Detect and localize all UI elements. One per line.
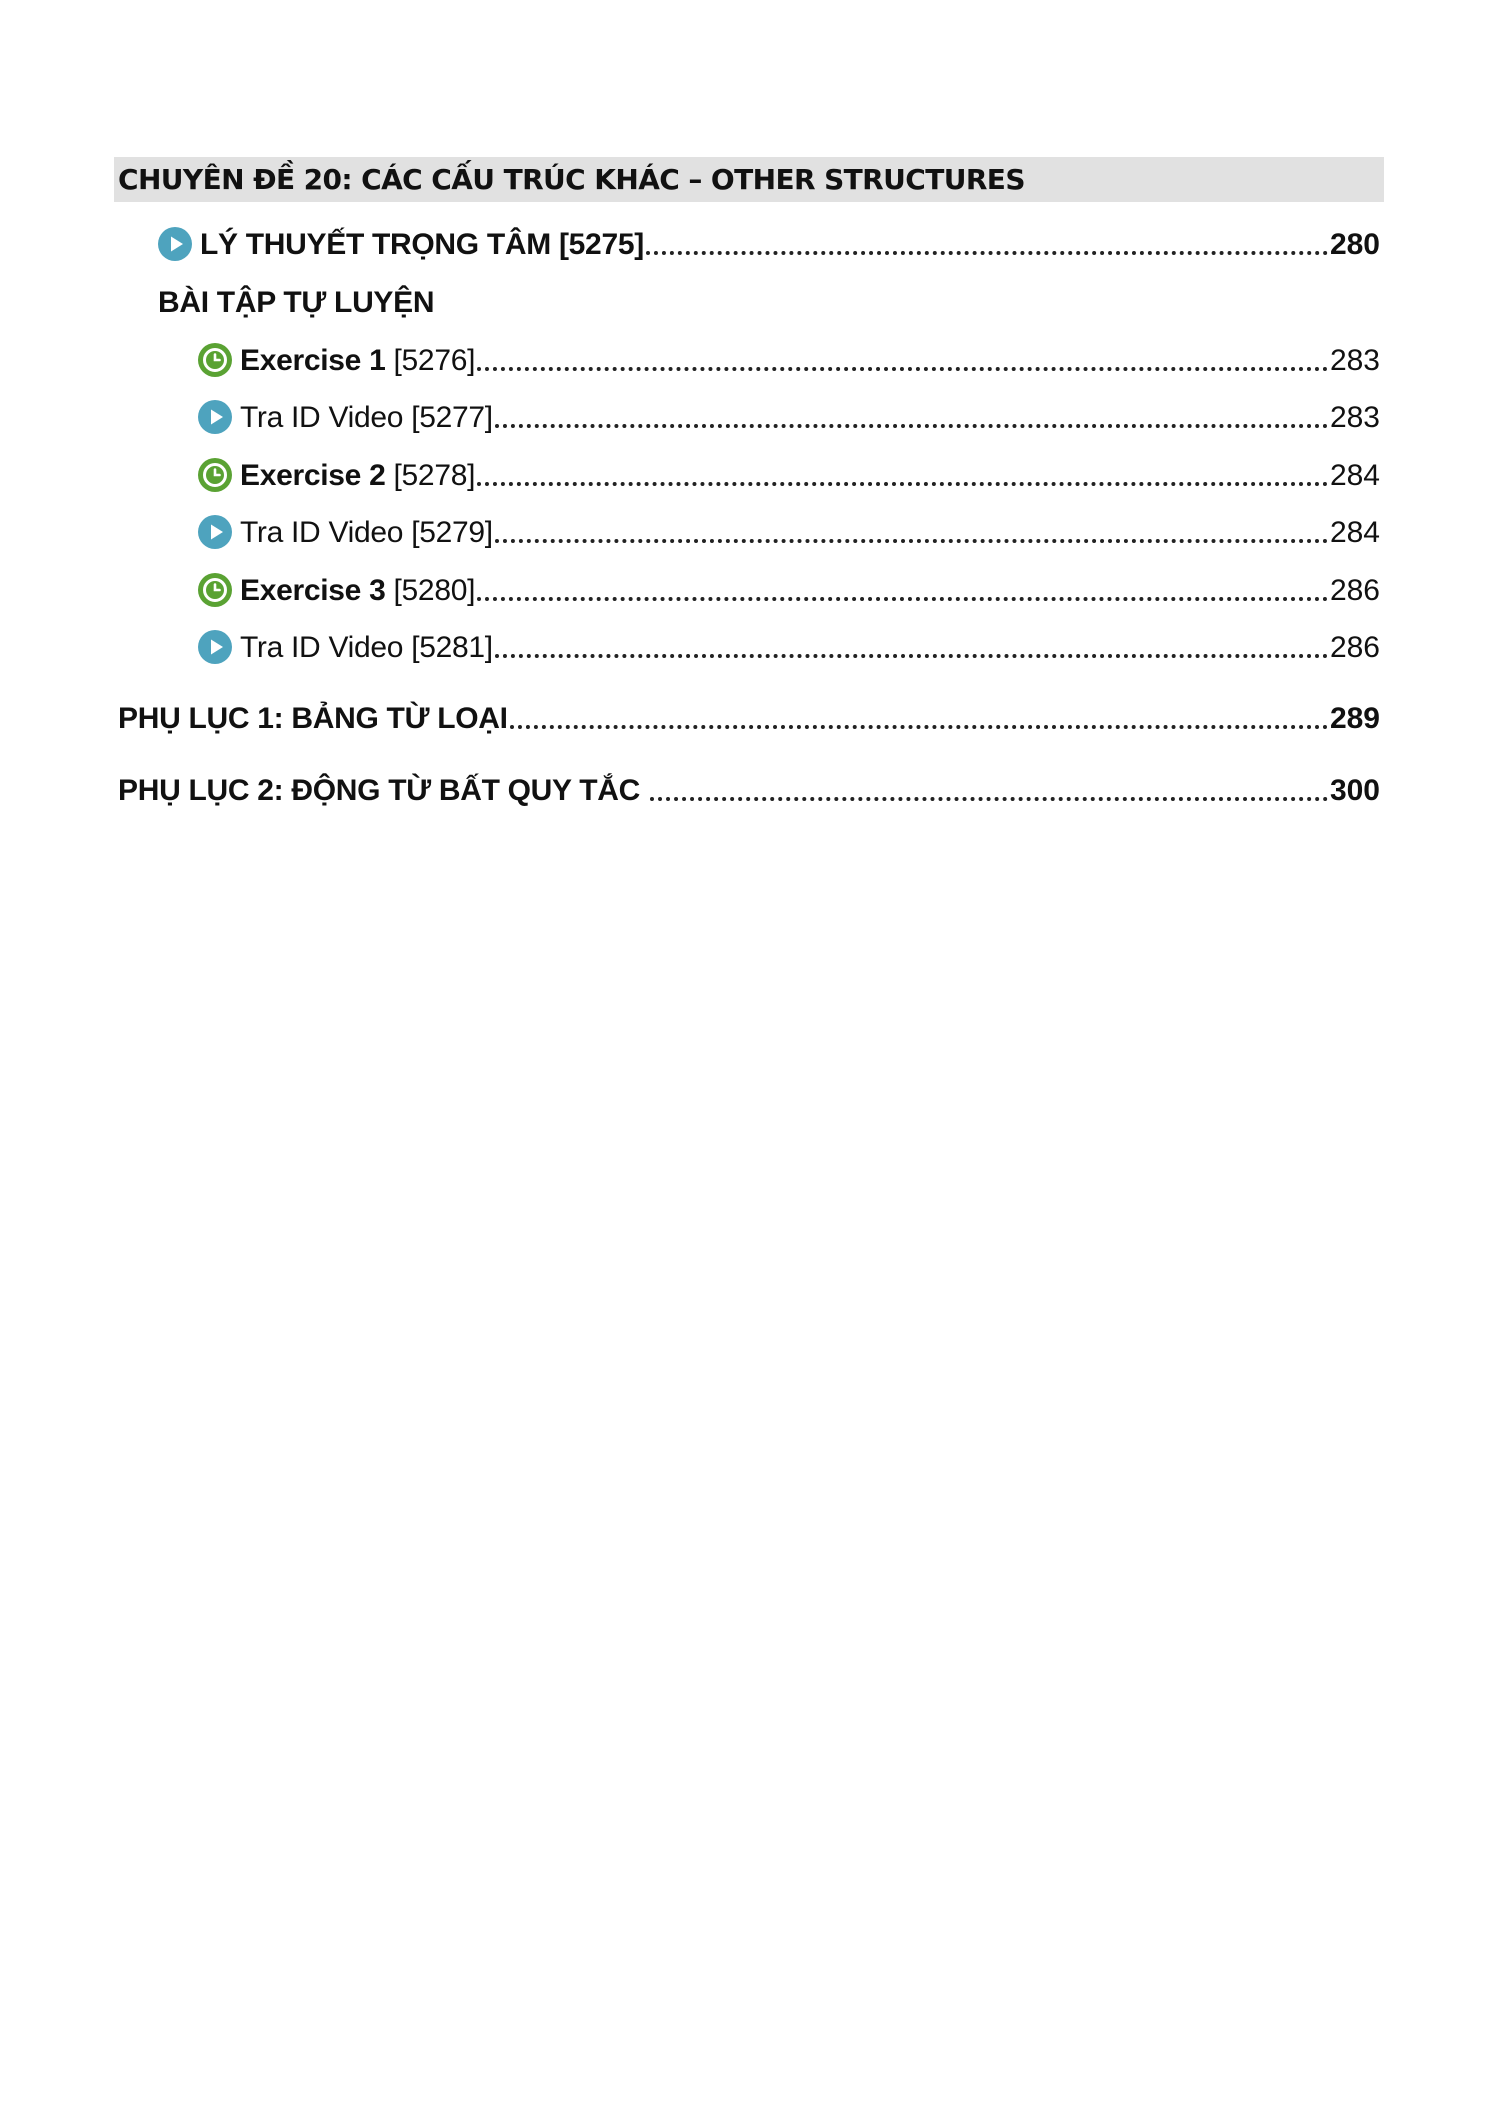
dot-leader <box>650 797 1328 801</box>
toc-page-number: 283 <box>1329 401 1380 434</box>
dot-leader <box>477 597 1328 601</box>
clock-icon <box>198 573 232 607</box>
chapter-header <box>114 157 1384 202</box>
dot-leader <box>495 654 1328 658</box>
clock-icon <box>198 343 232 377</box>
dot-leader <box>495 424 1328 428</box>
practice-heading: BÀI TẬP TỰ LUYỆN <box>158 286 435 319</box>
dot-leader <box>495 539 1328 543</box>
toc-entry-title: Tra ID Video <box>240 631 404 664</box>
toc-entry-code: [5279] <box>411 516 493 549</box>
dot-leader <box>510 725 1328 729</box>
toc-entry-title: PHỤ LỤC 2: ĐỘNG TỪ BẤT QUY TẮC <box>118 774 641 807</box>
chapter-title: CHUYÊN ĐỀ 20: CÁC CẤU TRÚC KHÁC – OTHER STRUCTURES <box>118 163 1025 196</box>
toc-entry-video-2[interactable] <box>198 512 1380 552</box>
toc-entry-title: LÝ THUYẾT TRỌNG TÂM [5275] <box>200 228 644 261</box>
toc-entry-video-1[interactable] <box>198 397 1380 437</box>
play-icon <box>198 515 232 549</box>
toc-entry-theory[interactable] <box>158 224 1380 264</box>
toc-page-number: 300 <box>1329 774 1380 807</box>
play-icon <box>198 630 232 664</box>
toc-entry-video-3[interactable] <box>198 627 1380 667</box>
toc-entry-code: [5277] <box>411 401 493 434</box>
toc-page-number: 280 <box>1329 228 1380 261</box>
toc-page-number: 286 <box>1329 574 1380 607</box>
toc-entry-appendix-1[interactable] <box>118 698 1380 738</box>
dot-leader <box>477 367 1328 371</box>
toc-entry-title: PHỤ LỤC 1: BẢNG TỪ LOẠI <box>118 702 508 735</box>
clock-icon <box>198 458 232 492</box>
toc-entry-title: Exercise 2 <box>240 459 386 492</box>
play-icon <box>198 400 232 434</box>
toc-entry-appendix-2[interactable] <box>118 770 1380 810</box>
toc-entry-code: [5276] <box>393 344 476 377</box>
toc-page-number: 289 <box>1329 702 1380 735</box>
dot-leader <box>646 251 1328 255</box>
dot-leader <box>477 482 1328 486</box>
toc-entry-title: Tra ID Video <box>240 516 404 549</box>
toc-entry-exercise-1[interactable] <box>198 340 1380 380</box>
toc-entry-exercise-2[interactable] <box>198 455 1380 495</box>
toc-page-number: 286 <box>1329 631 1380 664</box>
toc-entry-title: Exercise 3 <box>240 574 386 607</box>
play-icon <box>158 227 192 261</box>
toc-entry-exercise-3[interactable] <box>198 570 1380 610</box>
toc-entry-code: [5278] <box>393 459 476 492</box>
toc-page-number: 283 <box>1329 344 1380 377</box>
toc-page-number: 284 <box>1329 459 1380 492</box>
toc-page-number: 284 <box>1329 516 1380 549</box>
toc-entry-title: Tra ID Video <box>240 401 404 434</box>
toc-entry-code: [5281] <box>411 631 493 664</box>
toc-entry-title: Exercise 1 <box>240 344 386 377</box>
toc-entry-code: [5280] <box>393 574 476 607</box>
